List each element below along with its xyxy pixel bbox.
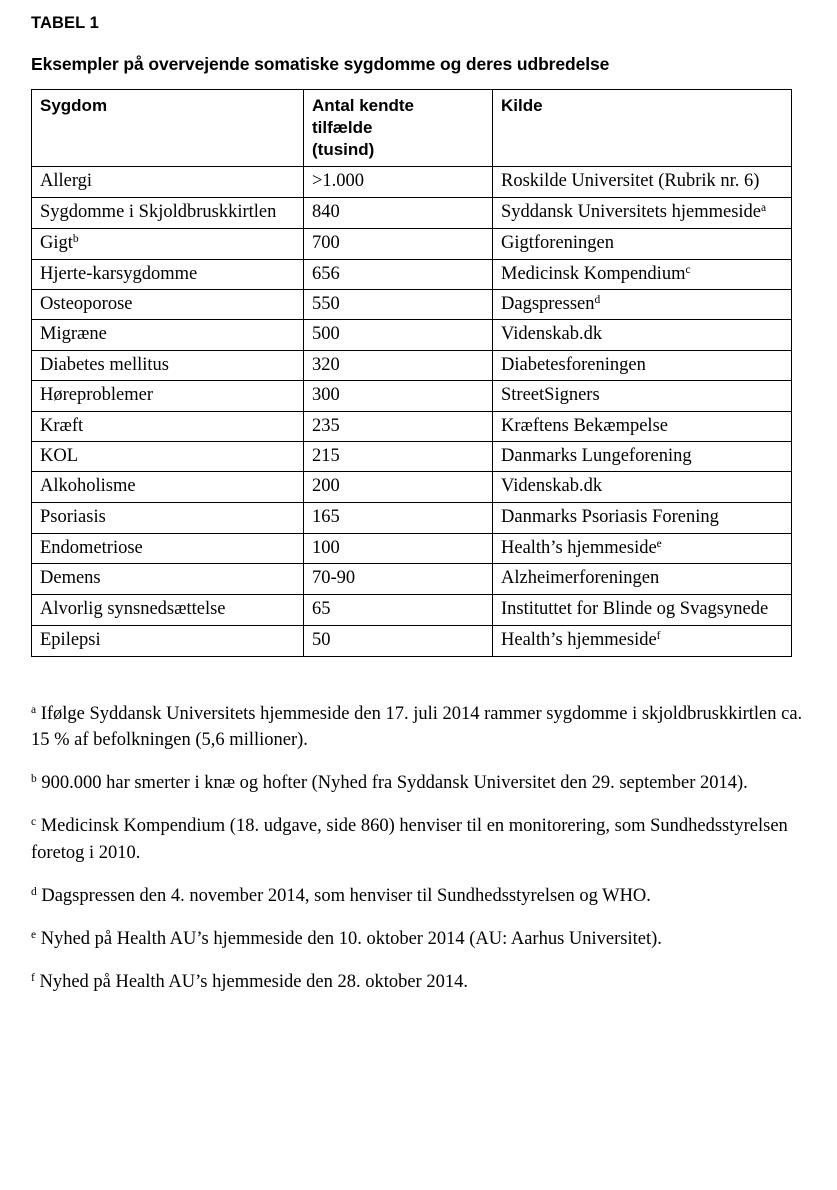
cell-disease [32,229,304,259]
cell-disease-text: Migræne [40,324,107,345]
cell-disease [32,166,304,197]
cell-disease-text: Demens [40,568,101,589]
cell-source-text: Health’s hjemmeside [501,630,657,651]
cell-count: 656 [304,259,493,289]
cell-disease-text: KOL [40,445,79,466]
footnote-marker: e [31,929,37,942]
cell-count: 165 [304,502,493,533]
cell-source [493,290,792,320]
column-header-line: Sygdom [40,96,108,116]
cell-source [493,502,792,533]
footnote-marker: f [31,972,35,985]
cell-disease-text: Osteoporose [40,294,133,315]
footnote-f [31,969,821,995]
cell-disease [32,197,304,228]
cell-source [493,626,792,656]
cell-source [493,472,792,502]
column-header-line: Kilde [501,96,543,116]
column-header-line: (tusind) [312,139,375,159]
cell-disease-text: Diabetes mellitus [40,354,169,375]
cell-disease-text: Psoriasis [40,506,106,527]
cell-source [493,441,792,471]
cell-source [493,229,792,259]
footnote-text: 900.000 har smerter i knæ og hofter (Nyhed fra Syddansk Universitet den 29. september 2014). [36,773,748,794]
cell-count: 200 [304,472,493,502]
cell-source-text: Danmarks Lungeforening [501,445,692,466]
cell-disease-text: Alkoholisme [40,476,136,497]
cell-disease-text: Kræft [40,415,84,436]
cell-count: 70-90 [304,564,493,594]
cell-count: 320 [304,350,493,380]
table-row [32,564,792,594]
cell-source-text: Videnskab.dk [501,324,603,345]
table-body [32,166,792,656]
cell-source-text: Health’s hjemmeside [501,538,657,559]
cell-source-text: Diabetesforeningen [501,354,646,375]
cell-disease-text: Sygdomme i Skjoldbruskkirtlen [40,201,277,222]
table-row [32,594,792,625]
cell-count: 100 [304,534,493,564]
cell-disease-text: Allergi [40,170,93,191]
footnote-marker: f [656,630,661,643]
cell-source [493,594,792,625]
column-header-sygdom [32,90,304,166]
cell-disease-text: Hjerte-karsygdomme [40,263,198,284]
cell-source-text: Videnskab.dk [501,476,603,497]
footnote-marker: c [31,816,37,829]
table-row [32,350,792,380]
cell-disease [32,350,304,380]
cell-source [493,381,792,411]
column-header-line: tilfælde [312,118,373,138]
cell-disease [32,259,304,289]
cell-disease-text: Endometriose [40,538,143,559]
cell-source [493,320,792,350]
footnote-marker: c [685,263,691,276]
footnotes [31,701,821,996]
footnote-text: Medicinsk Kompendium (18. udgave, side 860) henviser til en monitorering, som Sundhedsstyrelsen foretog i 2010. [31,816,788,863]
column-header-antal-kendte-tilfaelde [304,90,493,166]
footnote-marker: a [31,703,37,716]
cell-disease [32,626,304,656]
table-row [32,626,792,656]
cell-disease [32,564,304,594]
column-header-kilde [493,90,792,166]
table-row [32,259,792,289]
cell-source-text: Dagspressen [501,294,595,315]
cell-disease [32,472,304,502]
cell-count: 215 [304,441,493,471]
cell-count: 50 [304,626,493,656]
cell-source-text: Roskilde Universitet (Rubrik nr. 6) [501,170,760,191]
table-caption: Eksempler på overvejende somatiske sygdomme og deres udbredelse [31,54,610,75]
cell-count: 65 [304,594,493,625]
footnote-marker: d [594,294,601,307]
table-number-label: TABEL 1 [31,14,99,32]
table-row [32,534,792,564]
table-row [32,411,792,441]
cell-count: 500 [304,320,493,350]
cell-source-text: StreetSigners [501,385,600,406]
table-row [32,472,792,502]
table-header [32,90,792,166]
cell-disease-text: Gigt [40,233,73,254]
cell-disease [32,411,304,441]
footnote-marker: e [656,538,662,551]
cell-count: 840 [304,197,493,228]
cell-source [493,411,792,441]
cell-count: 300 [304,381,493,411]
footnote-d [31,883,821,909]
table-row [32,229,792,259]
cell-source [493,259,792,289]
table-row [32,441,792,471]
cell-source-text: Syddansk Universitets hjemmeside [501,201,761,222]
cell-disease [32,290,304,320]
cell-source-text: Medicinsk Kompendium [501,263,686,284]
footnote-marker: b [72,233,79,246]
cell-count: 550 [304,290,493,320]
table-header-row [32,90,792,166]
cell-count: 235 [304,411,493,441]
footnote-e [31,926,821,952]
column-header-line: Antal kendte [312,96,415,116]
cell-source [493,534,792,564]
cell-source [493,564,792,594]
table-row [32,502,792,533]
cell-disease [32,502,304,533]
cell-count: 700 [304,229,493,259]
footnote-marker: d [31,885,37,898]
cell-source-text: Alzheimerforeningen [501,568,660,589]
footnote-marker: b [31,773,37,786]
cell-disease [32,594,304,625]
footnote-text: Ifølge Syddansk Universitets hjemmeside den 17. juli 2014 rammer sygdomme i skjoldbruskkirtlen ca. 15 % af befolkningen (5,6 millioner). [31,703,803,750]
cell-disease [32,534,304,564]
cell-count: >1.000 [304,166,493,197]
cell-disease-text: Alvorlig synsnedsættelse [40,598,226,619]
footnote-text: Nyhed på Health AU’s hjemmeside den 28. oktober 2014. [34,972,468,993]
footnote-c [31,813,821,866]
footnote-b [31,770,821,796]
cell-source-text: Kræftens Bekæmpelse [501,415,668,436]
cell-disease [32,320,304,350]
cell-source [493,166,792,197]
table-row [32,320,792,350]
footnote-text: Dagspressen den 4. november 2014, som henviser til Sundhedsstyrelsen og WHO. [36,885,651,906]
cell-source-text: Instituttet for Blinde og Svagsynede [501,598,769,619]
cell-source-text: Gigtforeningen [501,233,615,254]
cell-source-text: Danmarks Psoriasis Forening [501,506,719,527]
footnote-text: Nyhed på Health AU’s hjemmeside den 10. oktober 2014 (AU: Aarhus Universitet). [36,929,662,950]
table-row [32,166,792,197]
cell-disease-text: Epilepsi [40,630,101,651]
table-row [32,290,792,320]
cell-disease [32,381,304,411]
cell-source [493,197,792,228]
footnote-a [31,701,821,754]
cell-disease [32,441,304,471]
cell-source [493,350,792,380]
footnote-marker: a [761,201,767,214]
diseases-table [31,89,792,656]
table-row [32,381,792,411]
table-row [32,197,792,228]
cell-disease-text: Høreproblemer [40,385,154,406]
